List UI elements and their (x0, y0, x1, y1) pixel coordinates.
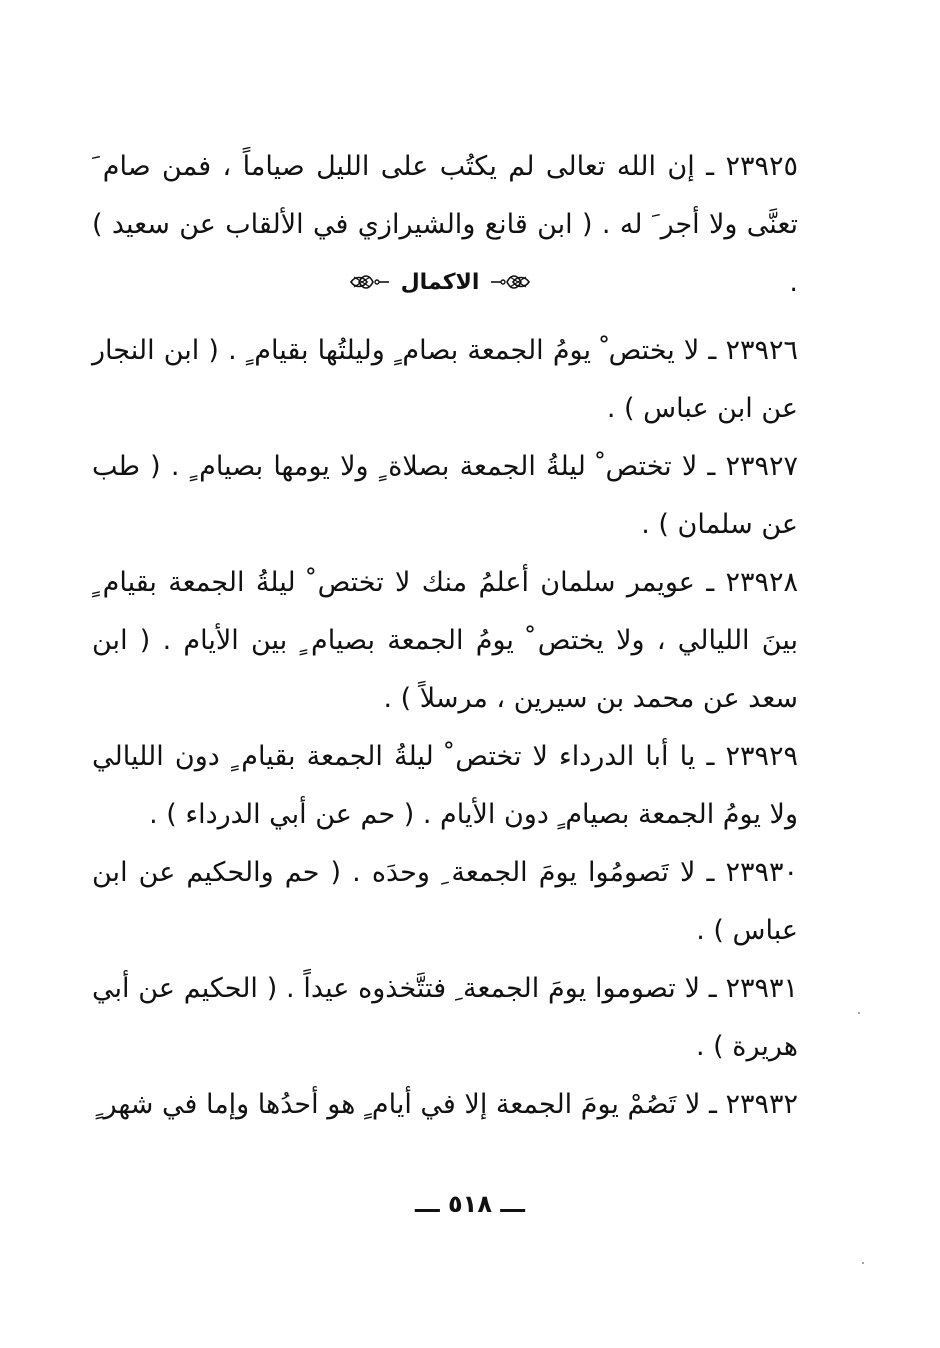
hadith-entry-23927 (92, 438, 798, 554)
hadith-entry-23928 (92, 554, 798, 728)
hadith-entry-23929 (92, 728, 798, 844)
entry-block-main (92, 322, 798, 1134)
entry-number: ٢٣٩٢٦ (725, 335, 798, 366)
entry-text: ـ لا تختص ْ ليلةُ الجمعة بصلاة ٍ ولا يومها بصيام ٍ . ( طب عن سلمان ) . (92, 451, 798, 540)
scan-speck (862, 1262, 864, 1264)
entry-text: ـ إن الله تعالى لم يكتُب على الليل صياماً ، فمن صام َ تعنَّى ولا أجر َ له . ( ابن قانع والشيرازي في الألقاب عن سعيد ) . (92, 151, 798, 298)
section-heading: الاكمال (400, 269, 480, 295)
scan-speck (858, 1012, 860, 1014)
entry-number: ٢٣٩٣١ (725, 973, 799, 1004)
left-ornament-icon (347, 271, 391, 293)
hadith-entry-23930 (92, 844, 798, 960)
entry-text: ـ لا تَصُمْ يومَ الجمعة إلا في أيام ٍ هو أحدُها وإما في شهر ٍ (95, 1089, 717, 1120)
entry-number: ٢٣٩٢٨ (725, 567, 798, 598)
entry-text: ـ لا يختص ْ يومُ الجمعة بصام ٍ وليلتُها بقيام ٍ . ( ابن النجار عن ابن عباس ) . (92, 335, 798, 424)
entry-text: ـ لا تَصومُوا يومَ الجمعة ِ وحدَه . ( حم والحكيم عن ابن عباس ) . (92, 857, 798, 946)
hadith-entry-23926 (92, 322, 798, 438)
entry-text: ـ عويمر سلمان أعلمُ منك لا تختص ْ ليلةُ الجمعة بقيام ٍ بينَ الليالي ، ولا يختص ْ يومُ الجمعة بصيام ٍ بين الأيام . ( ابن سعد عن محمد بن سيرين ، مرسلاً ) . (92, 567, 798, 714)
entry-text: ـ لا تصوموا يومَ الجمعة ِ فتتَّخذوه عيداً . ( الحكيم عن أبي هريرة ) . (92, 973, 798, 1062)
entry-number: ٢٣٩٢٩ (725, 741, 798, 772)
entry-text: ـ يا أبا الدرداء لا تختص ْ ليلةُ الجمعة بقيام ٍ دون الليالي ولا يومُ الجمعة بصيام ٍ دون الأيام . ( حم عن أبي الدرداء ) . (92, 741, 798, 830)
entry-number: ٢٣٩٣٠ (725, 857, 798, 888)
page-number: ـــ ٥١٨ ـــ (415, 1190, 525, 1218)
section-divider (330, 262, 550, 302)
entry-number: ٢٣٩٢٧ (725, 451, 798, 482)
entry-number: ٢٣٩٣٢ (725, 1089, 798, 1120)
hadith-entry-23932 (92, 1076, 798, 1134)
hadith-entry-23931 (92, 960, 798, 1076)
entry-number: ٢٣٩٢٥ (725, 151, 798, 182)
right-ornament-icon (489, 271, 533, 293)
